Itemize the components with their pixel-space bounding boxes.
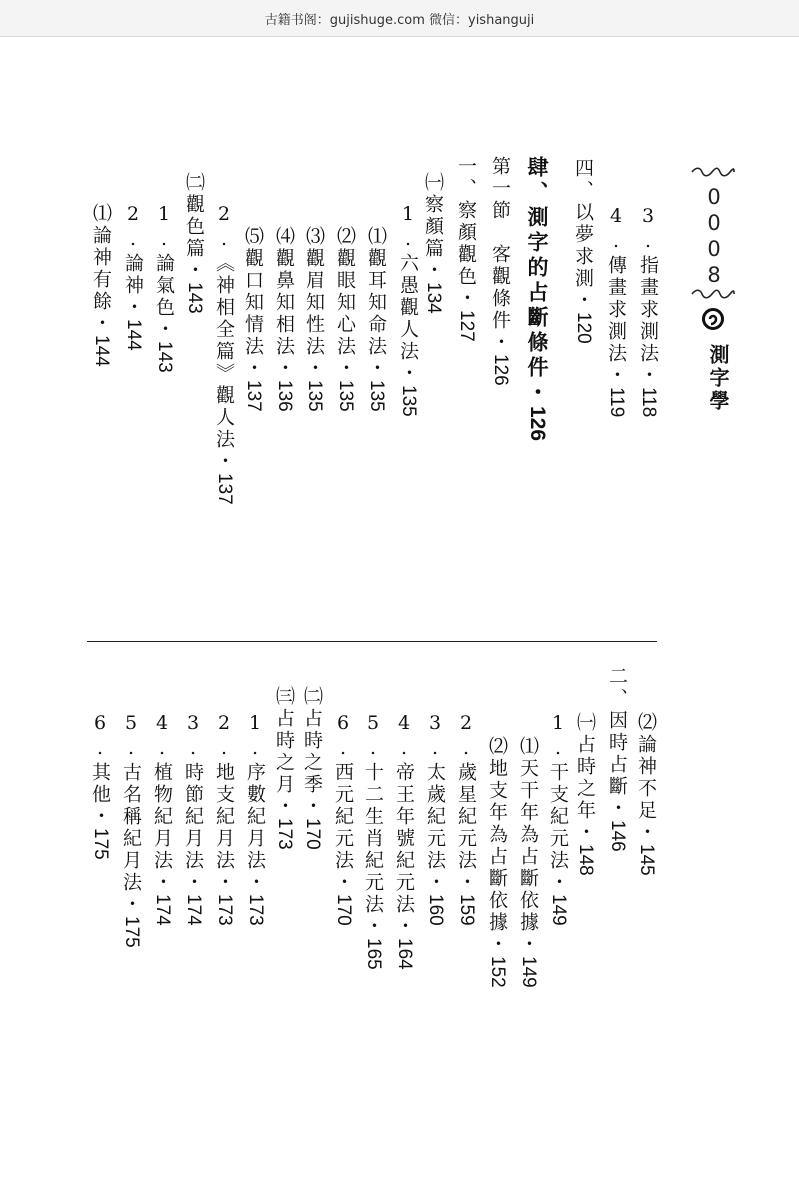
toc-entry-title: ⑶觀眉知性法・ [303, 226, 325, 380]
toc-entry [183, 712, 203, 926]
toc-entry-title: 1.六愚觀人法・ [397, 203, 419, 385]
toc-entry-page: 173 [214, 894, 235, 926]
toc-entry-page: 149 [518, 956, 539, 988]
toc-entry-page: 175 [121, 916, 142, 948]
toc-entry [91, 203, 111, 367]
toc-entry-title: 2.《神相全篇》觀人法・ [213, 203, 235, 473]
watermark-text: 古籍书阁：gujishuge.com 微信：yishanguji [264, 13, 535, 28]
toc-entry [456, 156, 476, 342]
toc-entry [302, 686, 322, 850]
toc-entry-title: ⑷觀鼻知相法・ [273, 226, 295, 380]
toc-entry [333, 712, 353, 926]
toc-entry-page: 137 [214, 473, 235, 505]
toc-entry-title: 5.古名稱紀月法・ [120, 712, 142, 916]
toc-entry [243, 226, 263, 412]
toc-entry-page: 119 [606, 387, 627, 418]
top-bar [0, 0, 799, 37]
toc-entry-page: 160 [425, 894, 446, 926]
toc-entry-title: ⑸觀口知情法・ [242, 226, 264, 380]
toc-entry [456, 712, 476, 926]
toc-entry-title: 四、以夢求測・ [572, 158, 594, 312]
toc-entry-title: 2.論神・ [122, 203, 144, 319]
toc-entry-page: 144 [91, 335, 112, 367]
toc-entry-title: ㈢占時之月・ [273, 686, 295, 818]
toc-entry [394, 712, 414, 970]
toc-entry-page: 174 [152, 894, 173, 926]
toc-entry [123, 203, 143, 351]
toc-entry [154, 203, 174, 373]
toc-entry-title: ⑵論神不足・ [635, 712, 657, 844]
toc-entry-page: 120 [573, 312, 594, 344]
toc-entry-page: 127 [456, 310, 477, 342]
toc-entry [214, 203, 234, 505]
toc-entry-page: 118 [638, 387, 659, 418]
toc-entry [245, 712, 265, 926]
toc-entry-title: 4.帝王年號紀元法・ [393, 712, 415, 938]
toc-entry [366, 226, 386, 412]
toc-entry-page: 146 [607, 820, 628, 852]
toc-entry [423, 172, 443, 314]
toc-entry-title: 1.干支紀元法・ [547, 712, 569, 894]
ornament-bottom-icon [690, 288, 736, 300]
toc-entry-title: ⑵地支年為占斷依據・ [486, 736, 508, 956]
toc-entry-page: 134 [423, 282, 444, 314]
toc-entry-page: 136 [274, 380, 295, 412]
toc-entry-page: 126 [490, 354, 511, 386]
toc-entry-title: 5.十二生肖紀元法・ [362, 712, 384, 938]
toc-entry-page: 149 [548, 894, 569, 926]
toc-entry [518, 736, 538, 988]
toc-entry-page: 135 [366, 380, 387, 412]
toc-entry-title: 二、因時占斷・ [606, 666, 628, 820]
toc-entry [490, 156, 510, 386]
toc-entry [636, 712, 656, 876]
toc-entry-page: 164 [394, 938, 415, 970]
toc-entry-title: 2.歲星紀元法・ [455, 712, 477, 894]
toc-entry [607, 666, 627, 852]
toc-entry-title: 3.太歲紀元法・ [424, 712, 446, 894]
toc-entry [573, 158, 593, 344]
toc-entry [398, 203, 418, 417]
toc-entry [487, 736, 507, 988]
page-number: 0008 [707, 185, 721, 287]
toc-entry-title: 肆、測字的占斷條件・ [525, 156, 550, 406]
toc-entry [274, 226, 294, 412]
toc-entry-title: 1.序數紀月法・ [244, 712, 266, 894]
toc-entry-title: 1.論氣色・ [153, 203, 175, 341]
toc-entry-title: ⑴論神有餘・ [90, 203, 112, 335]
toc-entry [214, 712, 234, 926]
toc-entry-title: ㈠占時之年・ [574, 712, 596, 844]
toc-entry-title: ⑴天干年為占斷依據・ [517, 736, 539, 956]
toc-entry-title: ㈠察顏篇・ [422, 172, 444, 282]
toc-entry-title: ⑵觀眼知心法・ [334, 226, 356, 380]
toc-entry-title: 2.地支紀月法・ [213, 712, 235, 894]
toc-entry [425, 712, 445, 926]
toc-entry-page: 145 [636, 844, 657, 876]
toc-entry [335, 226, 355, 412]
toc-entry-title: ㈡觀色篇・ [183, 172, 205, 282]
toc-entry-title: 第一節 客觀條件・ [489, 156, 511, 354]
toc-entry [548, 712, 568, 926]
spiral-icon [702, 308, 724, 330]
toc-entry-page: 170 [333, 894, 354, 926]
toc-entry-title: ㈡占時之季・ [301, 686, 323, 818]
toc-entry-title: 3.指畫求測法・ [637, 205, 659, 387]
toc-entry-page: 175 [90, 828, 111, 860]
toc-entry [606, 205, 626, 417]
ornament-top-icon [690, 166, 736, 178]
toc-entry [121, 712, 141, 948]
toc-entry-title: 6.西元紀元法・ [332, 712, 354, 894]
toc-entry [184, 172, 204, 314]
toc-entry-page: 165 [363, 938, 384, 970]
toc-entry [575, 712, 595, 876]
toc-entry-title: 一、察顏觀色・ [455, 156, 477, 310]
toc-entry-title: 6.其他・ [89, 712, 111, 828]
toc-entry-title: ⑴觀耳知命法・ [365, 226, 387, 380]
toc-entry-page: 143 [154, 341, 175, 373]
toc-entry-title: 4.植物紀月法・ [151, 712, 173, 894]
toc-entry-page: 137 [243, 380, 264, 412]
toc-entry-page: 144 [123, 319, 144, 351]
toc-entry-page: 173 [274, 818, 295, 850]
toc-entry-page: 135 [335, 380, 356, 412]
toc-entry-title: 4.傳畫求測法・ [605, 205, 627, 387]
toc-entry [152, 712, 172, 926]
toc-entry-page: 148 [575, 844, 596, 876]
toc-entry [304, 226, 324, 412]
toc-entry-title: 3.時節紀月法・ [182, 712, 204, 894]
section-divider [87, 641, 657, 642]
toc-entry-page: 135 [304, 380, 325, 412]
toc-entry [363, 712, 383, 970]
toc-entry [638, 205, 658, 417]
toc-entry-page: 173 [245, 894, 266, 926]
toc-entry [90, 712, 110, 860]
toc-entry-page: 135 [398, 385, 419, 417]
book-title: 測字學 [706, 344, 730, 413]
toc-entry [527, 156, 548, 441]
toc-entry-page: 174 [183, 894, 204, 926]
toc-entry-page: 152 [487, 956, 508, 988]
toc-entry [274, 686, 294, 850]
toc-entry-page: 143 [184, 282, 205, 314]
toc-entry-page: 170 [302, 818, 323, 850]
toc-entry-page: 159 [456, 894, 477, 926]
toc-entry-page: 126 [526, 406, 549, 442]
